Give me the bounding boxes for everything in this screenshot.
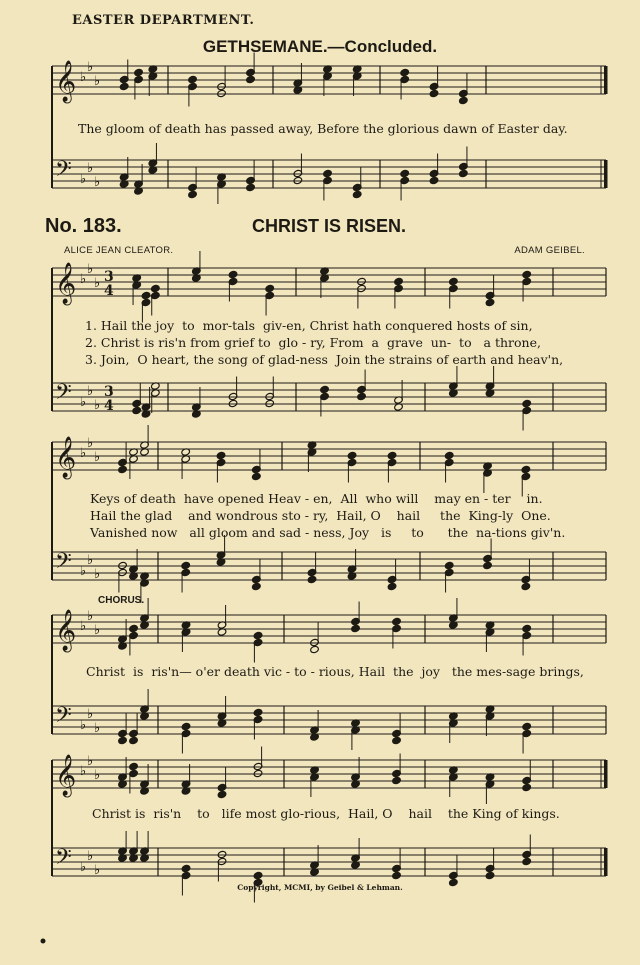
note-head <box>188 75 198 83</box>
treble-clef: 𝄞 <box>55 61 77 102</box>
note-head <box>352 190 362 198</box>
note-head <box>265 284 275 292</box>
note-head <box>151 284 161 292</box>
note-head <box>118 736 128 744</box>
flat-sign: ♭ <box>94 623 101 638</box>
note-head <box>320 385 330 393</box>
bass-clef: 𝄢 <box>55 549 72 579</box>
time-signature: 4 <box>104 398 114 414</box>
note-head <box>485 871 495 879</box>
flat-sign: ♭ <box>80 446 87 461</box>
note-head <box>522 399 532 407</box>
flat-sign: ♭ <box>94 276 101 291</box>
bass-clef: 𝄢 <box>55 845 72 875</box>
note-head <box>392 736 402 744</box>
note-head <box>246 75 256 83</box>
flat-sign: ♭ <box>87 161 94 176</box>
note-head <box>253 871 263 879</box>
time-signature: 4 <box>104 283 114 299</box>
note-head <box>307 575 317 583</box>
note-head <box>228 270 238 278</box>
note-head <box>392 871 402 879</box>
hymn-title: CHRIST IS RISEN. <box>252 216 407 236</box>
final-bar-line <box>604 760 608 788</box>
bass-clef: 𝄢 <box>55 380 72 410</box>
flat-sign: ♭ <box>80 860 87 875</box>
department-header: EASTER DEPARTMENT. <box>72 13 255 28</box>
flat-sign: ♭ <box>87 553 94 568</box>
note-head <box>394 277 404 285</box>
flat-sign: ♭ <box>94 863 101 878</box>
note-head <box>141 291 151 299</box>
copyright-notice: Copyright, MCMI, by Geibel & Lehman. <box>237 883 403 892</box>
note-head <box>400 169 410 177</box>
verse-2-line-1: 2. Christ is ris'n from grief to glo - ry, From a grave un- to a throne, <box>85 335 541 350</box>
verse-1-line-1: 1. Hail the joy to mor-tals giv-en, Christ hath conquered hosts of sin, <box>85 318 533 333</box>
note-head <box>522 722 532 730</box>
flat-sign: ♭ <box>80 764 87 779</box>
note-head <box>522 270 532 278</box>
note-head <box>522 783 532 791</box>
lyricist-credit: ALICE JEAN CLEATOR. <box>64 245 174 256</box>
flat-sign: ♭ <box>80 70 87 85</box>
note-head <box>188 190 198 198</box>
verse-3-line-2: Vanished now all gloom and sad - ness, Joy is to the na-tions giv'n. <box>90 525 566 540</box>
treble-clef: 𝄞 <box>55 610 77 651</box>
note-head <box>181 561 191 569</box>
note-head <box>357 392 367 400</box>
note-head <box>216 451 226 459</box>
flat-sign: ♭ <box>94 450 101 465</box>
flat-sign: ♭ <box>94 175 101 190</box>
chorus-line-1: Christ is ris'n— o'er death vic - to - rious, Hail the joy the mes-sage brings, <box>86 664 584 679</box>
flat-sign: ♭ <box>87 707 94 722</box>
final-bar-line <box>604 66 608 94</box>
note-head <box>429 89 439 97</box>
flat-sign: ♭ <box>87 849 94 864</box>
note-head <box>459 96 469 104</box>
hymn-number: No. 183. <box>45 215 122 237</box>
note-head <box>392 776 402 784</box>
note-head <box>400 68 410 76</box>
note-head <box>323 169 333 177</box>
flat-sign: ♭ <box>94 398 101 413</box>
flat-sign: ♭ <box>80 395 87 410</box>
note-head <box>310 645 320 653</box>
flat-sign: ♭ <box>80 172 87 187</box>
note-head <box>347 451 357 459</box>
note-head <box>252 582 262 590</box>
note-head <box>253 708 263 716</box>
time-signature: 3 <box>104 269 114 285</box>
previous-hymn-title: GETHSEMANE.—Concluded. <box>202 37 438 56</box>
note-head <box>522 624 532 632</box>
flat-sign: ♭ <box>94 721 101 736</box>
note-head <box>351 624 361 632</box>
note-head <box>129 624 139 632</box>
flat-sign: ♭ <box>87 436 94 451</box>
flat-sign: ♭ <box>87 754 94 769</box>
note-head <box>444 451 454 459</box>
note-head <box>181 722 191 730</box>
note-head <box>387 582 397 590</box>
note-head <box>522 857 532 865</box>
final-bar-line <box>604 160 608 188</box>
note-head <box>459 169 469 177</box>
time-signature: 3 <box>104 384 114 400</box>
flat-sign: ♭ <box>87 60 94 75</box>
note-head <box>253 631 263 639</box>
flat-sign: ♭ <box>80 272 87 287</box>
composer-credit: ADAM GEIBEL. <box>514 245 585 256</box>
chorus-label: CHORUS. <box>98 595 145 606</box>
page-mark <box>41 939 46 944</box>
note-head <box>134 68 144 76</box>
verse-3-line-1: 3. Join, O heart, the song of glad-ness Join the strains of earth and heav'n, <box>85 352 564 367</box>
flat-sign: ♭ <box>87 384 94 399</box>
note-head <box>246 183 256 191</box>
treble-clef: 𝄞 <box>55 263 77 304</box>
note-head <box>521 582 531 590</box>
bass-clef: 𝄢 <box>55 157 72 187</box>
note-head <box>217 790 227 798</box>
flat-sign: ♭ <box>94 74 101 89</box>
flat-sign: ♭ <box>87 609 94 624</box>
flat-sign: ♭ <box>80 619 87 634</box>
flat-sign: ♭ <box>80 718 87 733</box>
note-head <box>521 465 531 473</box>
note-head <box>387 451 397 459</box>
note-head <box>444 561 454 569</box>
note-head <box>252 472 262 480</box>
flat-sign: ♭ <box>94 768 101 783</box>
note-head <box>181 864 191 872</box>
note-head <box>392 617 402 625</box>
treble-clef: 𝄞 <box>55 755 77 796</box>
flat-sign: ♭ <box>80 564 87 579</box>
note-head <box>118 465 128 473</box>
note-head <box>132 406 142 414</box>
note-head <box>129 762 139 770</box>
note-head <box>119 82 129 90</box>
previous-hymn-lyric: The gloom of death has passed away, Before the glorious dawn of Easter day. <box>78 121 568 136</box>
final-bar-line <box>604 848 608 876</box>
verse-1-line-2: Keys of death have opened Heav - en, All who will may en - ter in. <box>90 491 543 506</box>
verse-2-line-2: Hail the glad and wondrous sto - ry, Hail, O hail the King-ly One. <box>90 508 551 523</box>
treble-clef: 𝄞 <box>55 437 77 478</box>
note-head <box>429 176 439 184</box>
bass-clef: 𝄢 <box>55 703 72 733</box>
note-head <box>129 736 139 744</box>
chorus-line-2: Christ is ris'n to life most glo-rious, Hail, O hail the King of kings. <box>92 806 560 821</box>
flat-sign: ♭ <box>87 262 94 277</box>
flat-sign: ♭ <box>94 567 101 582</box>
note-head <box>483 561 493 569</box>
note-head <box>485 298 495 306</box>
note-head <box>449 277 459 285</box>
